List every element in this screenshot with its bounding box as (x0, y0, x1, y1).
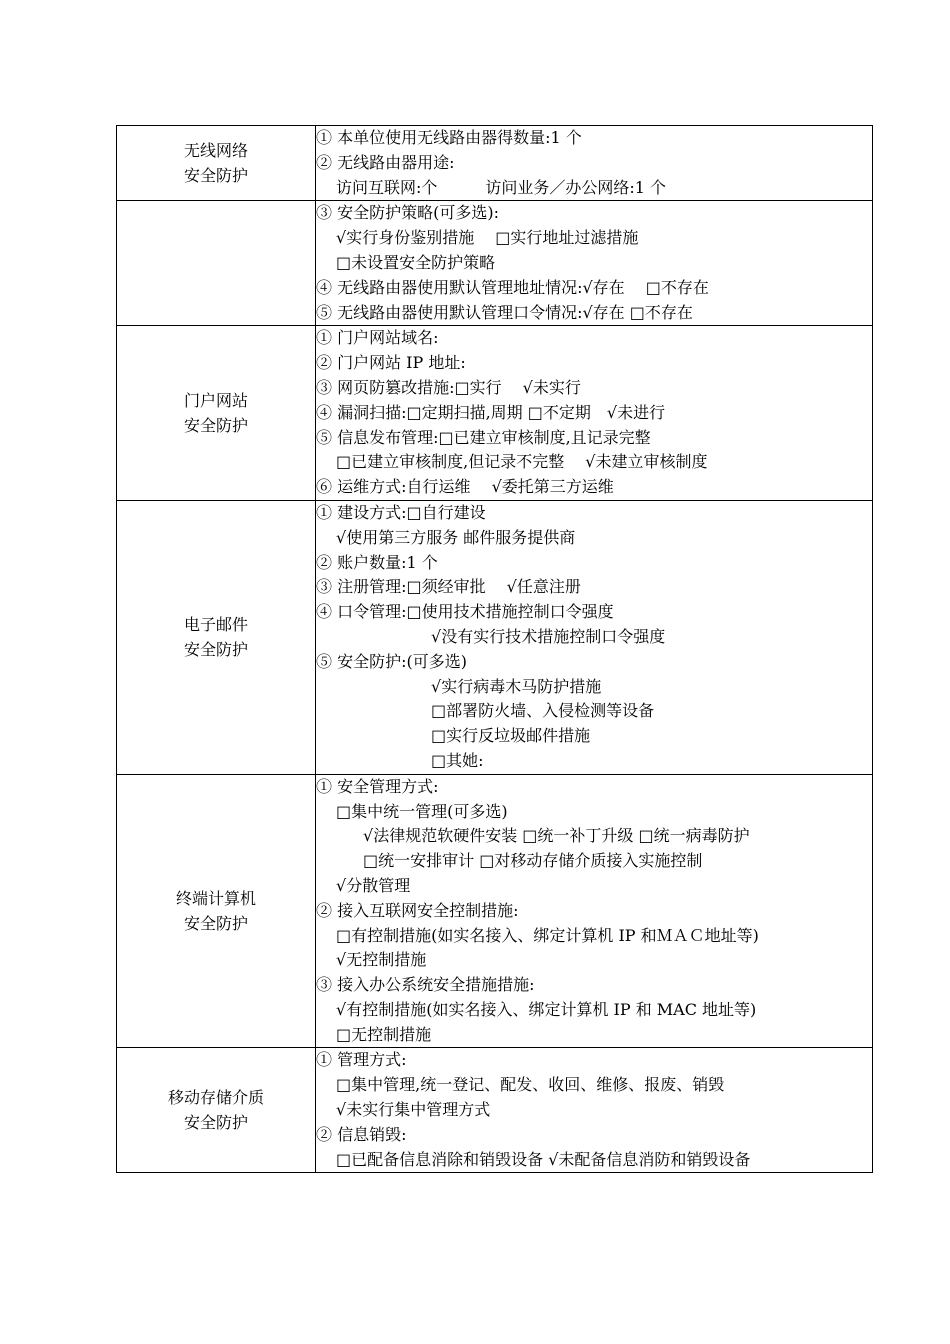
section-row-portal (117, 326, 873, 501)
section-label-line: 移动存储介质 (167, 1088, 264, 1108)
content-line: ① 管理方式: (316, 1050, 407, 1070)
content-line: √实行身份鉴别措施 □实行地址过滤措施 (336, 228, 639, 248)
content-line: ⑤ 无线路由器使用默认管理口令情况:√存在 □不存在 (316, 302, 693, 322)
section-label-line: 安全防护 (183, 1113, 248, 1133)
section-row-wireless-cont (117, 201, 873, 326)
content-line: ③ 安全防护策略(可多选): (316, 203, 499, 223)
content-line: ③ 网页防篡改措施:□实行 √未实行 (316, 377, 581, 397)
section-label-line: 电子邮件 (183, 615, 248, 635)
section-label-line: 终端计算机 (175, 889, 256, 909)
content-line: ① 本单位使用无线路由器得数量:1 个 (316, 128, 582, 147)
content-line: □有控制措施(如实名接入、绑定计算机 IP 和ＭＡＣ地址等) (336, 925, 759, 945)
section-row-terminal (117, 774, 873, 1048)
section-label-line: 安全防护 (183, 640, 248, 660)
section-label-line: 门户网站 (183, 391, 248, 411)
content-line: ② 信息销毁: (316, 1124, 407, 1144)
content-line: √法律规范软硬件安装 □统一补丁升级 □统一病毒防护 (363, 826, 750, 846)
content-line: □无控制措施 (336, 1024, 432, 1044)
section-label-line: 安全防护 (183, 416, 248, 436)
content-line: √未实行集中管理方式 (336, 1100, 491, 1120)
content-line: ③ 注册管理:□须经审批 √任意注册 (316, 577, 581, 597)
content-line: ② 账户数量:1 个 (316, 552, 438, 572)
content-line: □已配备信息消除和销毁设备 √未配备信息消防和销毁设备 (336, 1149, 751, 1169)
section-label-line: 安全防护 (183, 914, 248, 934)
content-line: ④ 无线路由器使用默认管理地址情况:√存在 □不存在 (316, 277, 709, 297)
content-line: □集中管理,统一登记、配发、收回、维修、报废、销毁 (336, 1075, 725, 1095)
content-line: ② 无线路由器用途: (316, 152, 455, 172)
section-content-cell (316, 774, 873, 1048)
content-line: □统一安排审计 □对移动存储介质接入实施控制 (363, 851, 703, 871)
table-body (117, 126, 873, 1173)
section-row-email (117, 500, 873, 774)
content-line: ② 接入互联网安全控制措施: (316, 900, 519, 920)
content-line: ⑥ 运维方式:自行运维 √委托第三方运维 (316, 477, 614, 497)
content-line: ① 建设方式:□自行建设 (316, 502, 486, 522)
content-line: □其她: (431, 750, 484, 770)
content-line: □集中统一管理(可多选) (336, 801, 508, 821)
content-line: ③ 接入办公系统安全措施措施: (316, 975, 535, 995)
content-line: ① 安全管理方式: (316, 776, 439, 796)
content-line: 访问互联网:个 访问业务／办公网络:1 个 (336, 177, 667, 197)
section-label-cell (117, 1048, 316, 1173)
content-line: √分散管理 (336, 875, 411, 895)
section-label-line: 安全防护 (183, 166, 248, 186)
security-survey-table (116, 125, 873, 1173)
content-line: √有控制措施(如实名接入、绑定计算机 IP 和 MAC 地址等) (336, 999, 757, 1019)
content-line: √使用第三方服务 邮件服务提供商 (336, 527, 576, 547)
section-content-cell (316, 201, 873, 326)
section-label-cell (117, 500, 316, 774)
content-line: □已建立审核制度,但记录不完整 √未建立审核制度 (336, 452, 708, 472)
content-line: □未设置安全防护策略 (336, 252, 496, 272)
section-label-cell (117, 326, 316, 501)
content-line: ④ 漏洞扫描:□定期扫描,周期 □不定期 √未进行 (316, 402, 666, 422)
section-content-cell (316, 1048, 873, 1173)
content-line: ⑤ 安全防护:(可多选) (316, 651, 467, 671)
section-label-cell (117, 126, 316, 201)
section-label-line: 无线网络 (183, 141, 248, 161)
content-line: ④ 口令管理:□使用技术措施控制口令强度 (316, 602, 614, 622)
content-line: √没有实行技术措施控制口令强度 (431, 626, 666, 646)
content-line: ① 门户网站域名: (316, 328, 439, 348)
content-line: □实行反垃圾邮件措施 (431, 726, 591, 746)
content-line: ② 门户网站 IP 地址: (316, 353, 466, 373)
section-content-cell (316, 126, 873, 201)
content-line: □部署防火墙、入侵检测等设备 (431, 701, 655, 721)
section-content-cell (316, 500, 873, 774)
section-row-wireless (117, 126, 873, 201)
content-line: √无控制措施 (336, 950, 427, 970)
content-line: ⑤ 信息发布管理:□已建立审核制度,且记录完整 (316, 427, 651, 447)
section-content-cell (316, 326, 873, 501)
section-label-cell (117, 774, 316, 1048)
section-row-removable-media (117, 1048, 873, 1173)
content-line: √实行病毒木马防护措施 (431, 676, 602, 696)
section-label-cell (117, 201, 316, 326)
